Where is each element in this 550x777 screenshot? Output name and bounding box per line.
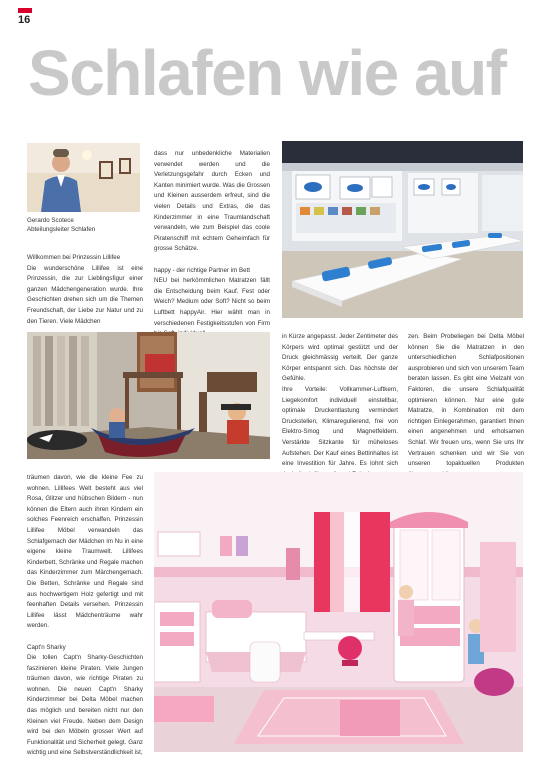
page-headline: Schlafen wie auf <box>28 37 506 109</box>
page-number-bar <box>18 8 32 13</box>
pirate-room-photo <box>27 332 270 459</box>
paragraph-airbed: in Kürze angepasst. Jeder Zentimeter des Körpers wird optimal gestützt und der Druck gleichmässig verteilt. Der ganze Körper entspannt sich. Das höchste der Gefühle. <box>282 333 398 383</box>
paragraph-sharky: Die tollen Capt'n Sharky-Geschichten faszinieren kleine Piraten. Viele Jungen träumen davon, wie richtige Piraten zu wohnen. Die neuen Capt'n Sharky Kinderzimmer bei Delta Möbel machen das möglich und bereiten nicht nur den Kleinen viel Freude. Neben dem Design wird bei den Möbeln grosser Wert auf Funktionalität und Sicherheit gelegt. Ganz wichtig und eine Selbstverständlichkeit ist, <box>27 654 143 757</box>
paragraph-lillifee: Die wunderschöne Lillifee ist eine Prinzessin, die zur Lieblingsfigur einer ganzen Mädchengeneration wurde. Ihre Geschichten drehen sich um die Themen Freundschaft, der Liebe zur Natur und zu den Tieren. Viele Mädchen <box>27 264 143 325</box>
pink-room-photo <box>154 472 523 752</box>
portrait-role: Abteilungsleiter Schlafen <box>27 226 96 233</box>
showroom-photo <box>282 141 523 318</box>
paragraph-lillifee-continued: träumen davon, wie die kleine Fee zu wohnen. Lillifees Welt besteht aus viel Rosa, Glitzer und hübschen Bildern - nun können die Eltern auch ihren Kindern ein solches Feenreich erschaffen. Prinzessin Lillifee Möbel verwandeln das Schlafgemach der Mädchen im Nu in eine eigene kleine Traumwelt. Lillifees Kinderbett, Schränke und Regale machen das Kinderzimmer zum Märchengemach. Die Betten, Schränke und Regale sind aus hochwertigem Holz gefertigt und mit feenhaften Details versehen. Prinzessin Lillifee lässt Mädchenträume wahr werden. <box>27 474 143 630</box>
section-heading-happy: happy - der richtige Partner im Bett <box>154 266 250 274</box>
portrait-name: Gerardo Scotece <box>27 217 74 224</box>
paragraph-consulting: zen. Beim Probeliegen bei Delta Möbel können Sie die Matratzen in den unterschiedlichen Schlafpositionen ausprobieren und sich von unserem Team beraten lassen. Es gibt eine Vielzahl von Faktoren, die unsere Schlafqualität optimieren können. Nur eine gute Matratze, in Kombination mit dem richtigen Einlegerahmen, garantiert Ihnen einen angenehmen und erholsamen Schlaf. Wir freuen uns, wenn Sie uns Ihr Vertrauen schenken und wir Sie von unseren topaktuellen Produkten <box>408 333 524 468</box>
paragraph-happy: NEU bei herkömmlichen Matratzen fällt die Entscheidung beim Kauf. Fest oder Weich? Medium oder Soft? Nicht so beim Luftbett happyAir. Hier wählt man in verschiedenen Festigkeitsstufen von Firm <box>154 277 270 327</box>
paragraph-safety: dass nur unbedenkliche Materialien verwendet werden und die Verletzungsgefahr durch Ecken und Kanten minimiert wurde. Was die Grossen und Kleinen ausserdem erfreut, sind die vielen Details und Extras, die das Kinderzimmer in eine Traumlandschaft verwandeln, wie zum Beispiel das coole Piratenschiff mit echtem Geheimfach für grosse Schätze. <box>154 150 270 253</box>
text-column-2-top <box>154 149 270 340</box>
text-column-1-top <box>27 253 143 327</box>
text-column-4-mid <box>408 332 524 480</box>
page-number: 16 <box>18 14 31 26</box>
section-heading-lillifee: Willkommen bei Prinzessin Lillifee <box>27 254 121 261</box>
text-column-1-bottom <box>27 473 143 759</box>
section-heading-sharky: Capt'n Sharky <box>27 643 66 651</box>
paragraph-advantages: Ihre Vorteile: Vollkammer-Luftkern, Liegekomfort individuell einstellbar, optimale Druckentlastung vermindert Druckstellen, Klimaregulierend, frei von Elektro-Smog und Magnetfeldern. Verstärkte Sitzkante für müheloses Aufstehen. Der Kauf eines Bettinhaltes ist eine Investition für Jahre. Es lohnt sich <box>282 385 398 468</box>
portrait-caption <box>27 216 142 234</box>
portrait-photo <box>27 143 140 212</box>
text-column-3-mid <box>282 332 398 480</box>
